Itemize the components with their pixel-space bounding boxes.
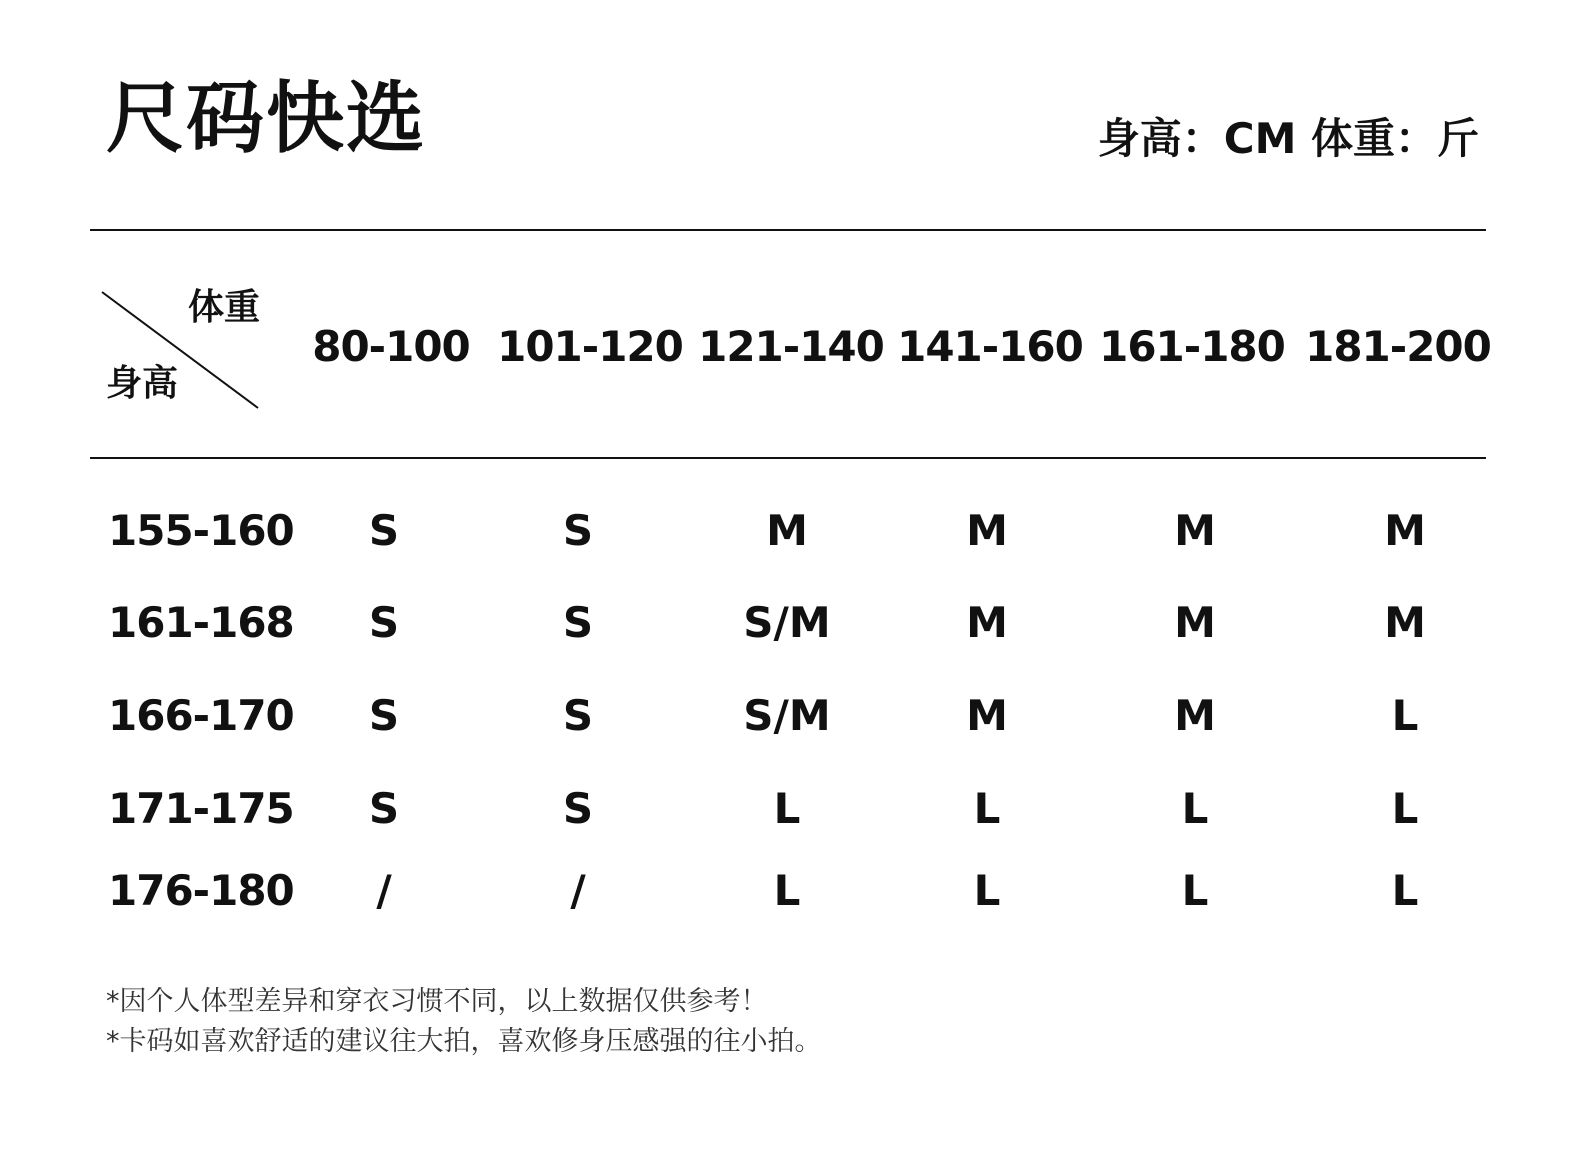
note-line: *因个人体型差异和穿衣习惯不同，以上数据仅供参考！ [106, 986, 768, 1017]
size-cell: M [1174, 691, 1216, 740]
size-cell: L [1391, 866, 1419, 915]
size-cell: S [368, 784, 400, 833]
size-cell: S [368, 691, 400, 740]
column-header: 141-160 [897, 322, 1083, 371]
header-divider [90, 457, 1486, 459]
table-corner-header [100, 287, 265, 415]
column-header: 121-140 [698, 322, 884, 371]
size-cell: M [1384, 506, 1426, 555]
size-cell: S/M [743, 598, 831, 647]
size-cell: L [973, 866, 1001, 915]
column-header: 80-100 [312, 322, 470, 371]
size-cell: M [966, 506, 1008, 555]
column-header: 181-200 [1305, 322, 1491, 371]
size-cell: L [1391, 691, 1419, 740]
size-cell: S [562, 691, 594, 740]
size-cell: L [773, 866, 801, 915]
corner-weight-label: 体重 [188, 287, 261, 328]
size-cell: S/M [743, 691, 831, 740]
size-cell: L [773, 784, 801, 833]
size-cell: S [562, 784, 594, 833]
row-header: 171-175 [108, 784, 294, 833]
size-cell: M [966, 691, 1008, 740]
page-title: 尺码快选 [106, 74, 427, 164]
size-cell: M [1384, 598, 1426, 647]
row-header: 155-160 [108, 506, 294, 555]
size-cell: M [966, 598, 1008, 647]
size-cell: M [766, 506, 808, 555]
size-cell: / [570, 866, 586, 915]
size-cell: S [562, 506, 594, 555]
notes [106, 982, 822, 1062]
size-cell: L [1391, 784, 1419, 833]
size-cell: M [1174, 506, 1216, 555]
size-cell: S [368, 598, 400, 647]
size-cell: / [376, 866, 392, 915]
row-header: 161-168 [108, 598, 294, 647]
size-cell: M [1174, 598, 1216, 647]
top-divider [90, 229, 1486, 231]
note-line: *卡码如喜欢舒适的建议往大拍，喜欢修身压感强的往小拍。 [106, 1026, 822, 1057]
row-header: 176-180 [108, 866, 294, 915]
column-header: 101-120 [497, 322, 683, 371]
size-cell: L [1181, 866, 1209, 915]
size-cell: L [1181, 784, 1209, 833]
units-label: 身高：CM 体重：斤 [1097, 114, 1479, 163]
column-header: 161-180 [1099, 322, 1285, 371]
size-cell: L [973, 784, 1001, 833]
row-header: 166-170 [108, 691, 294, 740]
size-cell: S [368, 506, 400, 555]
size-cell: S [562, 598, 594, 647]
corner-height-label: 身高 [106, 363, 179, 404]
